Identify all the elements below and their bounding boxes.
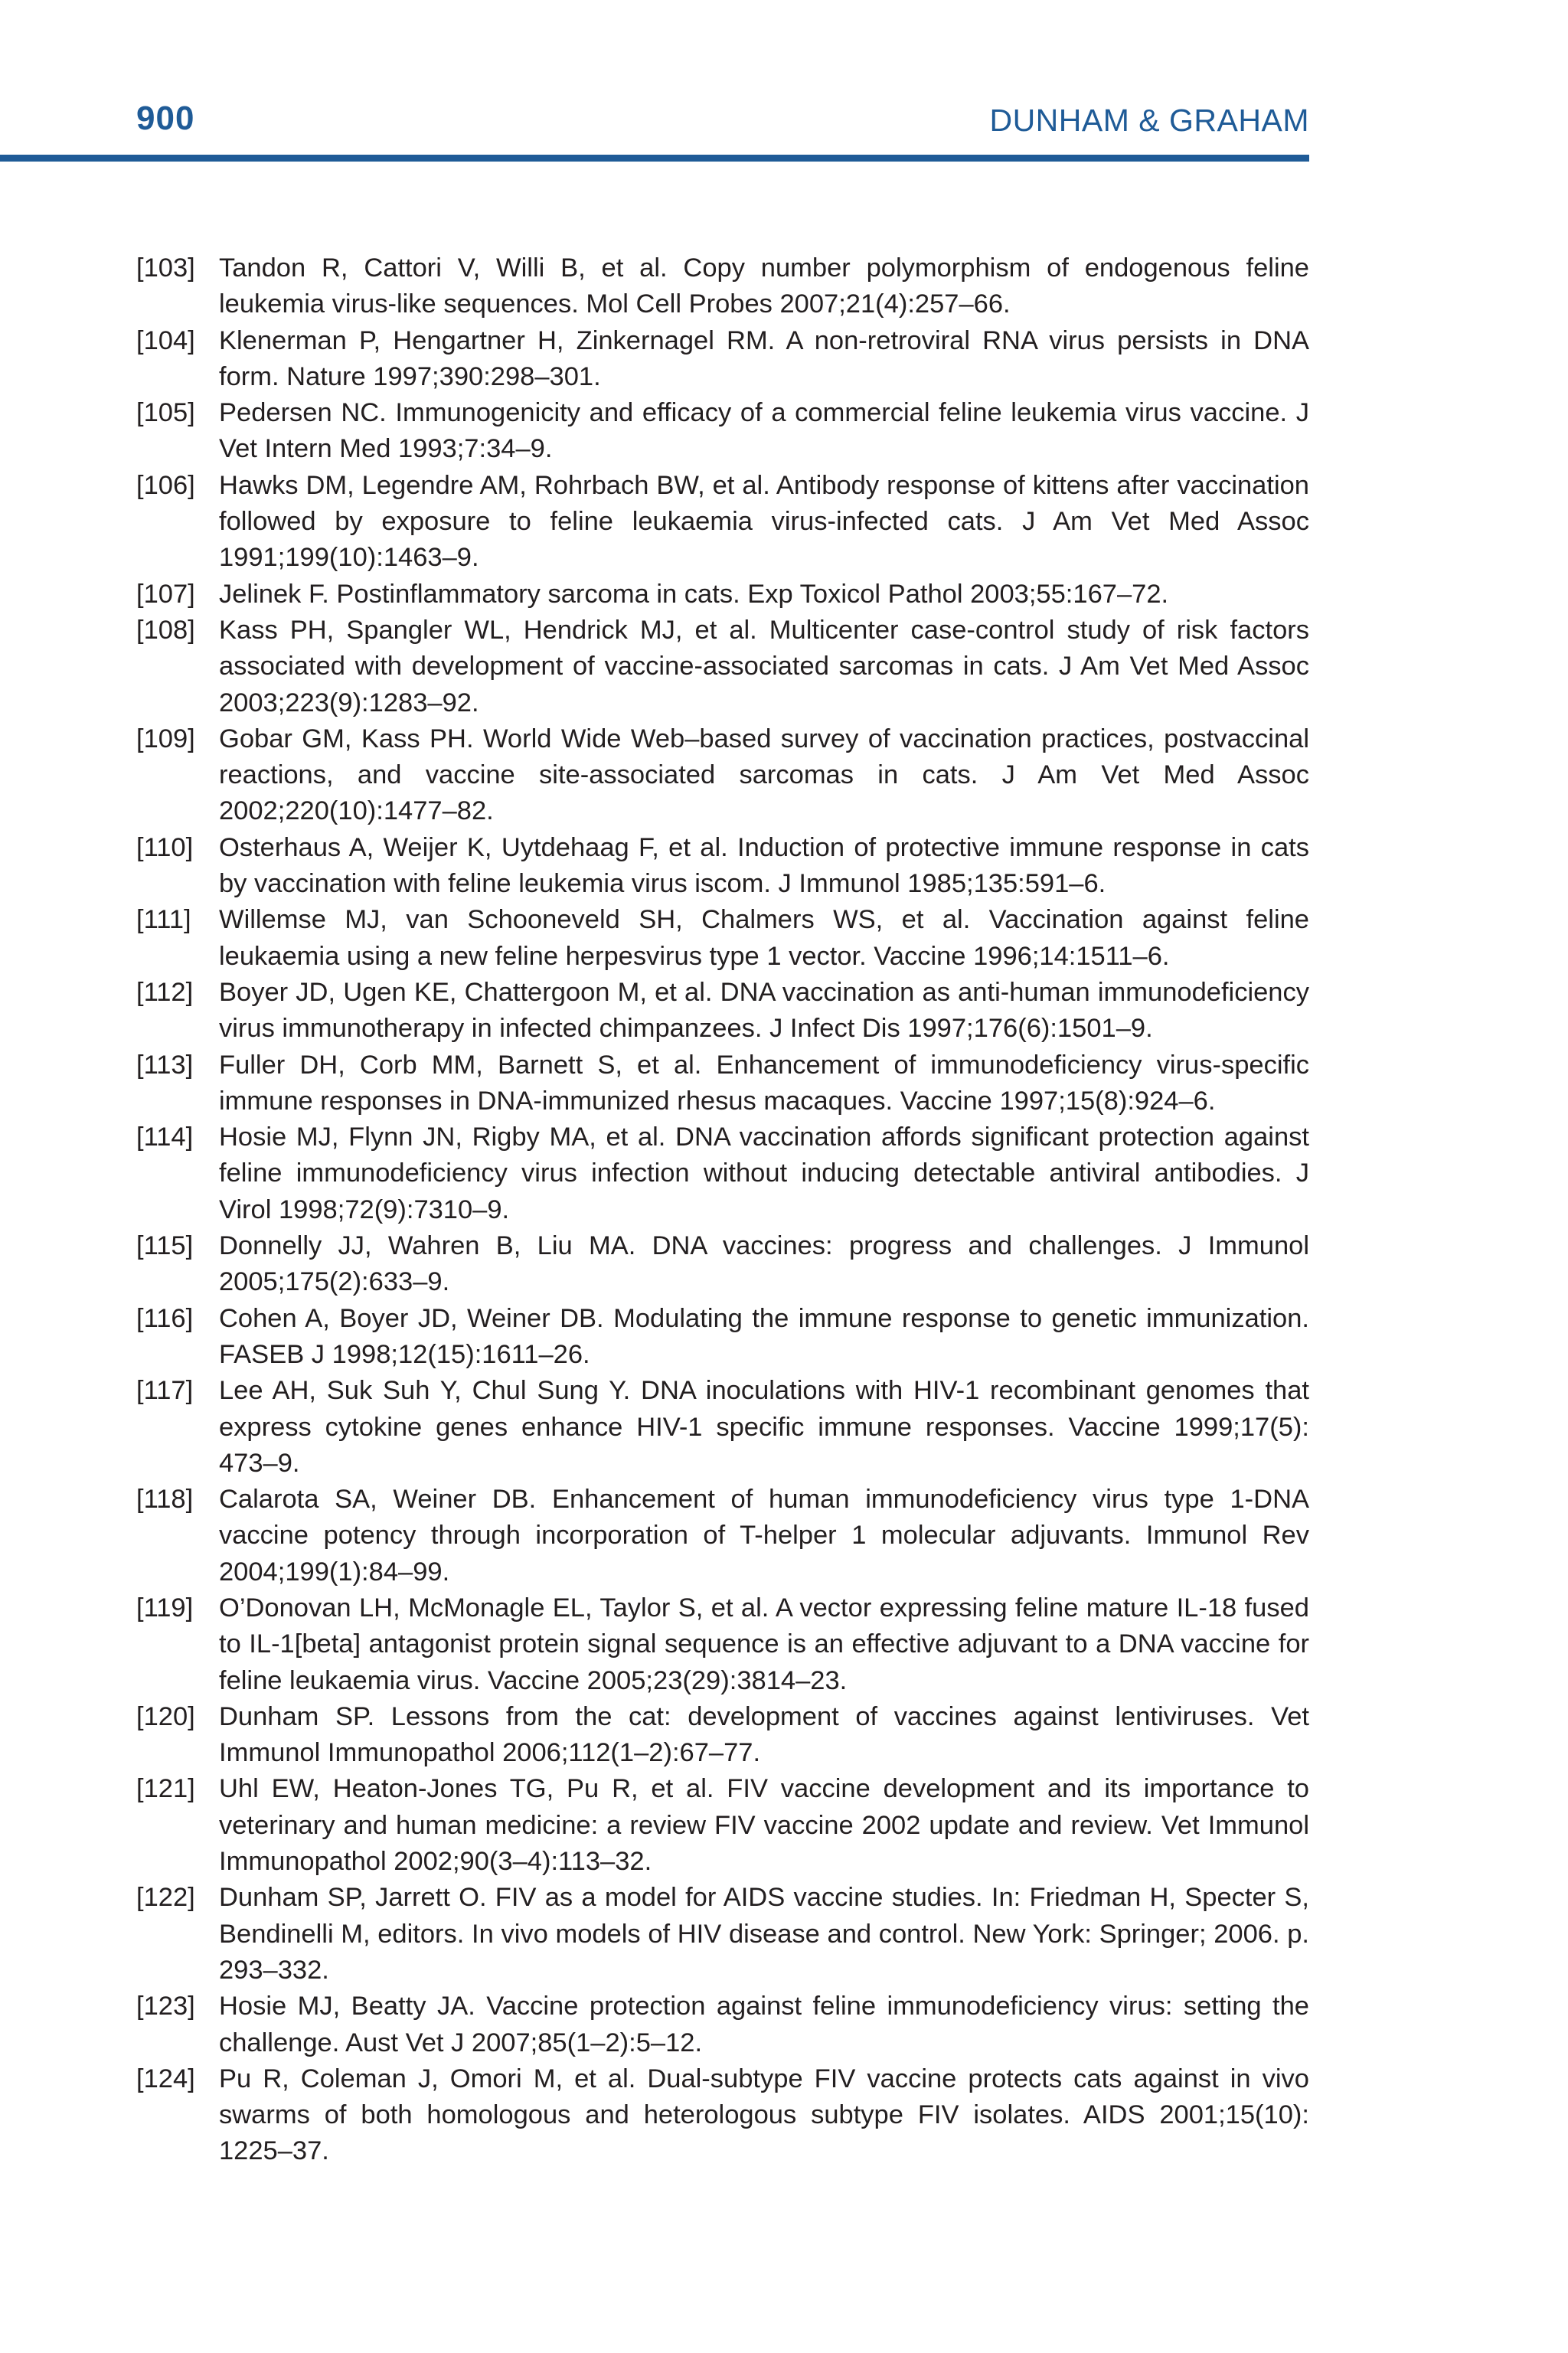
reference-text: Calarota SA, Weiner DB. Enhancement of human immunodeficiency virus type 1-DNA vaccine potency through incorporation of T-helper 1 molecular adjuvants. Immunol Rev 2004;199(1):84–99. xyxy=(219,1485,1309,1587)
reference-number: [108] xyxy=(136,615,195,645)
reference-text: Osterhaus A, Weijer K, Uytdehaag F, et al. Induction of protective immune response in cats by vaccination with feline leukemia virus iscom. J Immunol 1985;135:591–6. xyxy=(219,832,1309,899)
reference-item xyxy=(136,902,1309,975)
reference-item xyxy=(136,1482,1309,1590)
reference-list xyxy=(136,250,1309,2170)
reference-number: [107] xyxy=(136,579,195,609)
reference-item xyxy=(136,1301,1309,1374)
reference-item xyxy=(136,395,1309,468)
reference-number: [120] xyxy=(136,1701,195,1731)
reference-text: Kass PH, Spangler WL, Hendrick MJ, et al. Multicenter case-control study of risk factors associated with development of vaccine-associated sarcomas in cats. J Am Vet Med Assoc 2003;223(9):1283–92. xyxy=(219,615,1309,717)
reference-number: [115] xyxy=(136,1231,194,1261)
reference-text: Fuller DH, Corb MM, Barnett S, et al. Enhancement of immunodeficiency virus-specific immune responses in DNA-immunized rhesus macaques. Vaccine 1997;15(8):924–6. xyxy=(219,1050,1309,1116)
reference-item xyxy=(136,1047,1309,1120)
header-rule xyxy=(0,155,1309,162)
reference-item xyxy=(136,613,1309,721)
reference-text: Pu R, Coleman J, Omori M, et al. Dual-subtype FIV vaccine protects cats against in vivo swarms of both homologous and heterologous subtype FIV isolates. AIDS 2001;15(10): 1225–37. xyxy=(219,2064,1309,2166)
reference-number: [111] xyxy=(136,905,191,935)
reference-text: Pedersen NC. Immunogenicity and efficacy of a commercial feline leukemia virus vaccine. J Vet Intern Med 1993;7:34–9. xyxy=(219,398,1309,464)
reference-item xyxy=(136,1989,1309,2061)
reference-item xyxy=(136,323,1309,396)
reference-text: Hawks DM, Legendre AM, Rohrbach BW, et al. Antibody response of kittens after vaccination followed by exposure to feline leukaemia virus-infected cats. J Am Vet Med Assoc 1991;199(10):1463–9. xyxy=(219,470,1309,573)
reference-item xyxy=(136,1228,1309,1301)
reference-number: [110] xyxy=(136,832,194,862)
reference-number: [112] xyxy=(136,977,194,1007)
reference-number: [123] xyxy=(136,1992,195,2021)
reference-item xyxy=(136,468,1309,577)
reference-item xyxy=(136,577,1309,613)
reference-number: [103] xyxy=(136,253,195,283)
reference-item xyxy=(136,975,1309,1047)
reference-item xyxy=(136,1771,1309,1880)
reference-number: [114] xyxy=(136,1123,194,1152)
reference-item xyxy=(136,250,1309,323)
reference-text: Boyer JD, Ugen KE, Chattergoon M, et al. DNA vaccination as anti-human immunodeficiency virus immunotherapy in infected chimpanzees. J Infect Dis 1997;176(6):1501–9. xyxy=(219,977,1309,1044)
running-head: DUNHAM & GRAHAM xyxy=(989,103,1309,138)
reference-number: [104] xyxy=(136,325,195,355)
reference-item xyxy=(136,2061,1309,2170)
reference-number: [113] xyxy=(136,1050,194,1080)
reference-text: Cohen A, Boyer JD, Weiner DB. Modulating the immune response to genetic immunization. FASEB J 1998;12(15):1611–26. xyxy=(219,1303,1309,1369)
reference-item xyxy=(136,1699,1309,1772)
reference-number: [122] xyxy=(136,1883,195,1913)
reference-number: [121] xyxy=(136,1774,195,1804)
reference-number: [105] xyxy=(136,398,195,428)
reference-item xyxy=(136,1373,1309,1482)
reference-text: Klenerman P, Hengartner H, Zinkernagel RM. A non-retroviral RNA virus persists in DNA form. Nature 1997;390:298–301. xyxy=(219,325,1309,391)
reference-item xyxy=(136,721,1309,830)
reference-item xyxy=(136,1880,1309,1989)
reference-text: Jelinek F. Postinflammatory sarcoma in cats. Exp Toxicol Pathol 2003;55:167–72. xyxy=(219,579,1169,609)
reference-text: Gobar GM, Kass PH. World Wide Web–based survey of vaccination practices, postvaccinal reactions, and vaccine site-associated sarcomas in cats. J Am Vet Med Assoc 2002;220(10):1477–82. xyxy=(219,724,1309,826)
reference-number: [116] xyxy=(136,1303,194,1333)
page-number: 900 xyxy=(136,100,195,137)
reference-text: Willemse MJ, van Schooneveld SH, Chalmers WS, et al. Vaccination against feline leukaemia using a new feline herpesvirus type 1 vector. Vaccine 1996;14:1511–6. xyxy=(219,905,1309,971)
reference-text: Lee AH, Suk Suh Y, Chul Sung Y. DNA inoculations with HIV-1 recombinant genomes that express cytokine genes enhance HIV-1 specific immune responses. Vaccine 1999;17(5): 473–9. xyxy=(219,1376,1309,1478)
reference-number: [106] xyxy=(136,470,195,500)
page-header xyxy=(0,0,1309,164)
reference-number: [118] xyxy=(136,1485,194,1515)
reference-text: Dunham SP, Jarrett O. FIV as a model for AIDS vaccine studies. In: Friedman H, Specter S, Bendinelli M, editors. In vivo models of HIV disease and control. New York: Springer; 2006. p. 293–332. xyxy=(219,1883,1309,1985)
reference-item xyxy=(136,1119,1309,1228)
reference-text: Hosie MJ, Flynn JN, Rigby MA, et al. DNA vaccination affords significant protection against feline immunodeficiency virus infection without inducing detectable antiviral antibodies. J Virol 1998;72(9):7310–9. xyxy=(219,1123,1309,1224)
reference-item xyxy=(136,1590,1309,1699)
reference-text: Dunham SP. Lessons from the cat: development of vaccines against lentiviruses. Vet Immunol Immunopathol 2006;112(1–2):67–77. xyxy=(219,1701,1309,1768)
reference-text: O’Donovan LH, McMonagle EL, Taylor S, et al. A vector expressing feline mature IL-18 fused to IL-1[beta] antagonist protein signal sequence is an effective adjuvant to a DNA vaccine for feline leukaemia virus. Vaccine 2005;23(29):3814–23. xyxy=(219,1593,1309,1695)
reference-item xyxy=(136,830,1309,903)
reference-number: [109] xyxy=(136,724,195,753)
reference-number: [124] xyxy=(136,2064,195,2093)
reference-text: Uhl EW, Heaton-Jones TG, Pu R, et al. FIV vaccine development and its importance to veterinary and human medicine: a review FIV vaccine 2002 update and review. Vet Immunol Immunopathol 2002;90(3–4):113–32. xyxy=(219,1774,1309,1877)
reference-text: Tandon R, Cattori V, Willi B, et al. Copy number polymorphism of endogenous feline leukemia virus-like sequences. Mol Cell Probes 2007;21(4):257–66. xyxy=(219,253,1309,319)
reference-number: [117] xyxy=(136,1376,194,1406)
reference-text: Donnelly JJ, Wahren B, Liu MA. DNA vaccines: progress and challenges. J Immunol 2005;175(2):633–9. xyxy=(219,1231,1309,1297)
reference-number: [119] xyxy=(136,1593,194,1623)
reference-text: Hosie MJ, Beatty JA. Vaccine protection against feline immunodeficiency virus: setting the challenge. Aust Vet J 2007;85(1–2):5–12. xyxy=(219,1992,1309,2057)
